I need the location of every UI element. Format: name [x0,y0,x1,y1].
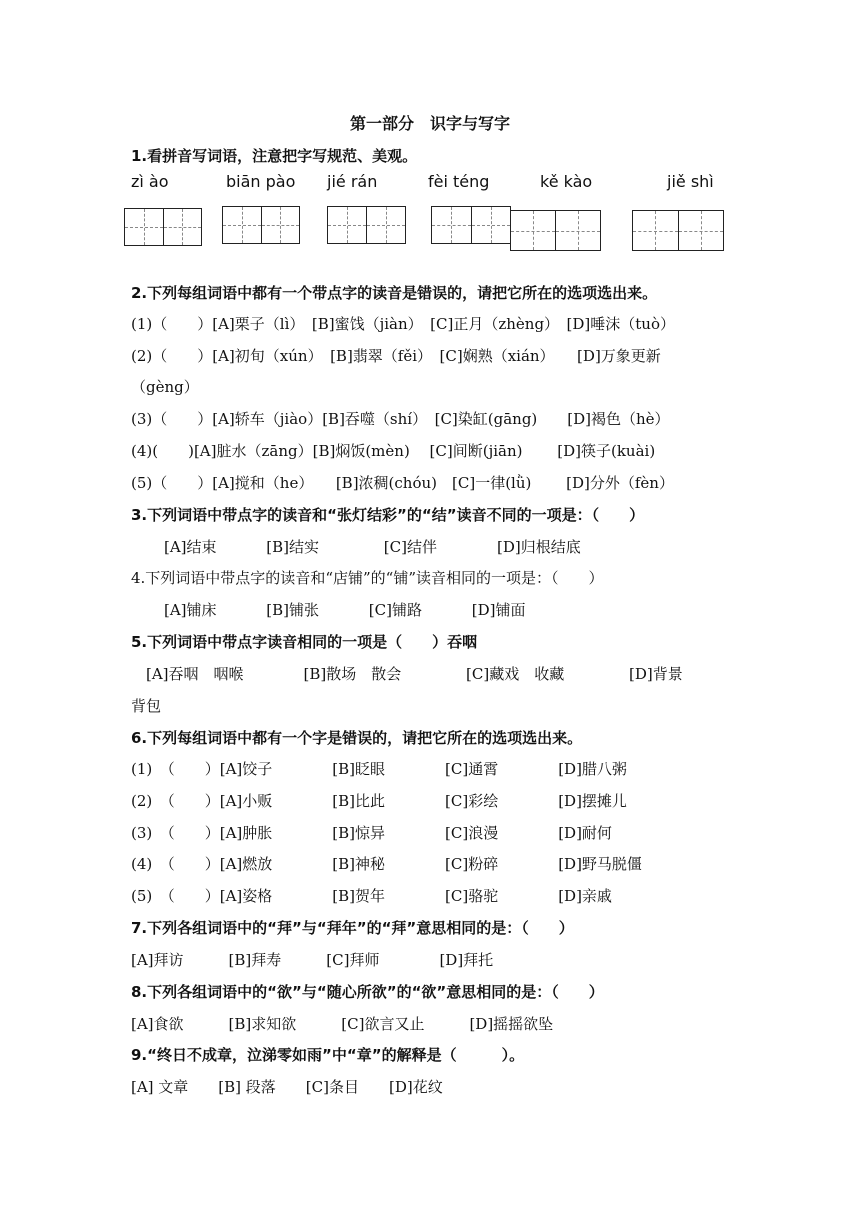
section-title: 第一部分 识字与写字 [349,114,510,133]
writing-grid-4[interactable] [431,206,511,244]
question-5-options: [A]吞咽 咽喉 [B]散场 散会 [C]藏戏 收藏 [D]背景 [146,665,683,683]
question-3-options: [A]结束 [B]结实 [C]结伴 [D]归根结底 [164,538,581,556]
question-2-line: (2)（ ）[A]初旬（xún） [B]翡翠（fěi） [C]娴熟（xián） [D]万象更新 [131,347,661,365]
grid-cell[interactable] [472,207,511,243]
grid-cell[interactable] [125,209,164,245]
question-2-prompt: 2.下列每组词语中都有一个带点字的读音是错误的，请把它所在的选项选出来。 [131,284,658,302]
grid-cell[interactable] [328,207,367,243]
question-2-line: (5)（ ）[A]搅和（he） [B]浓稠(chóu) [C]一律(lǜ) [D]分外（fèn） [131,474,674,492]
question-5-continuation: 背包 [131,697,162,715]
grid-cell[interactable] [679,211,724,250]
writing-grid-5[interactable] [510,210,601,251]
grid-cell[interactable] [223,207,262,243]
question-4-prompt: 4.下列词语中带点字的读音和“店铺”的“铺”读音相同的一项是：（ ） [131,569,604,587]
pinyin-6: jiě shì [667,172,714,191]
question-7-options: [A]拜访 [B]拜寿 [C]拜师 [D]拜托 [131,951,494,969]
question-6-line: (3) （ ）[A]肿胀 [B]惊异 [C]浪漫 [D]耐何 [131,824,612,842]
writing-grid-2[interactable] [222,206,300,244]
question-6-line: (4) （ ）[A]燃放 [B]神秘 [C]粉碎 [D]野马脱僵 [131,855,642,873]
writing-grid-1[interactable] [124,208,202,246]
writing-grid-3[interactable] [327,206,406,244]
writing-grid-6[interactable] [632,210,724,251]
question-4-options: [A]铺床 [B]铺张 [C]铺路 [D]铺面 [164,601,526,619]
pinyin-4: fèi téng [428,172,490,191]
pinyin-5: kě kào [540,172,593,191]
grid-cell[interactable] [164,209,202,245]
question-8-options: [A]食欲 [B]求知欲 [C]欲言又止 [D]摇摇欲坠 [131,1015,554,1033]
question-3-prompt: 3.下列词语中带点字的读音和“张灯结彩”的“结”读音不同的一项是：（ ） [131,506,645,524]
question-9-prompt: 9.“终日不成章，泣涕零如雨”中“章”的解释是（ ）。 [131,1046,525,1064]
question-1-prompt: 1.看拼音写词语，注意把字写规范、美观。 [131,147,418,165]
question-5-prompt: 5.下列词语中带点字读音相同的一项是（ ）吞咽 [131,633,478,651]
question-2-line: (3)（ ）[A]轿车（jiào）[B]吞噬（shí） [C]染缸(gāng) [D]褐色（hè） [131,410,670,428]
question-6-prompt: 6.下列每组词语中都有一个字是错误的，请把它所在的选项选出来。 [131,729,583,747]
pinyin-1: zì ào [131,172,169,191]
grid-cell[interactable] [511,211,556,250]
pinyin-2: biān pào [226,172,296,191]
grid-cell[interactable] [262,207,300,243]
grid-cell[interactable] [367,207,405,243]
question-2-line: （gèng） [131,378,199,396]
question-6-line: (5) （ ）[A]姿格 [B]贺年 [C]骆驼 [D]亲戚 [131,887,612,905]
question-8-prompt: 8.下列各组词语中的“欲”与“随心所欲”的“欲”意思相同的是：（ ） [131,983,604,1001]
question-2-line: (4)( )[A]脏水（zāng）[B]焖饭(mèn) [C]间断(jiān) [D]筷子(kuài) [131,442,656,460]
pinyin-3: jié rán [327,172,378,191]
question-7-prompt: 7.下列各组词语中的“拜”与“拜年”的“拜”意思相同的是：（ ） [131,919,574,937]
grid-cell[interactable] [556,211,600,250]
question-6-line: (2) （ ）[A]小贩 [B]比此 [C]彩绘 [D]摆摊儿 [131,792,627,810]
question-2-line: (1)（ ）[A]栗子（lì） [B]蜜饯（jiàn） [C]正月（zhèng） [D]唾沫（tuò） [131,315,675,333]
question-6-line: (1) （ ）[A]饺子 [B]眨眼 [C]通霄 [D]腊八粥 [131,760,627,778]
grid-cell[interactable] [432,207,472,243]
grid-cell[interactable] [633,211,679,250]
question-9-options: [A] 文章 [B] 段落 [C]条目 [D]花纹 [131,1078,443,1096]
